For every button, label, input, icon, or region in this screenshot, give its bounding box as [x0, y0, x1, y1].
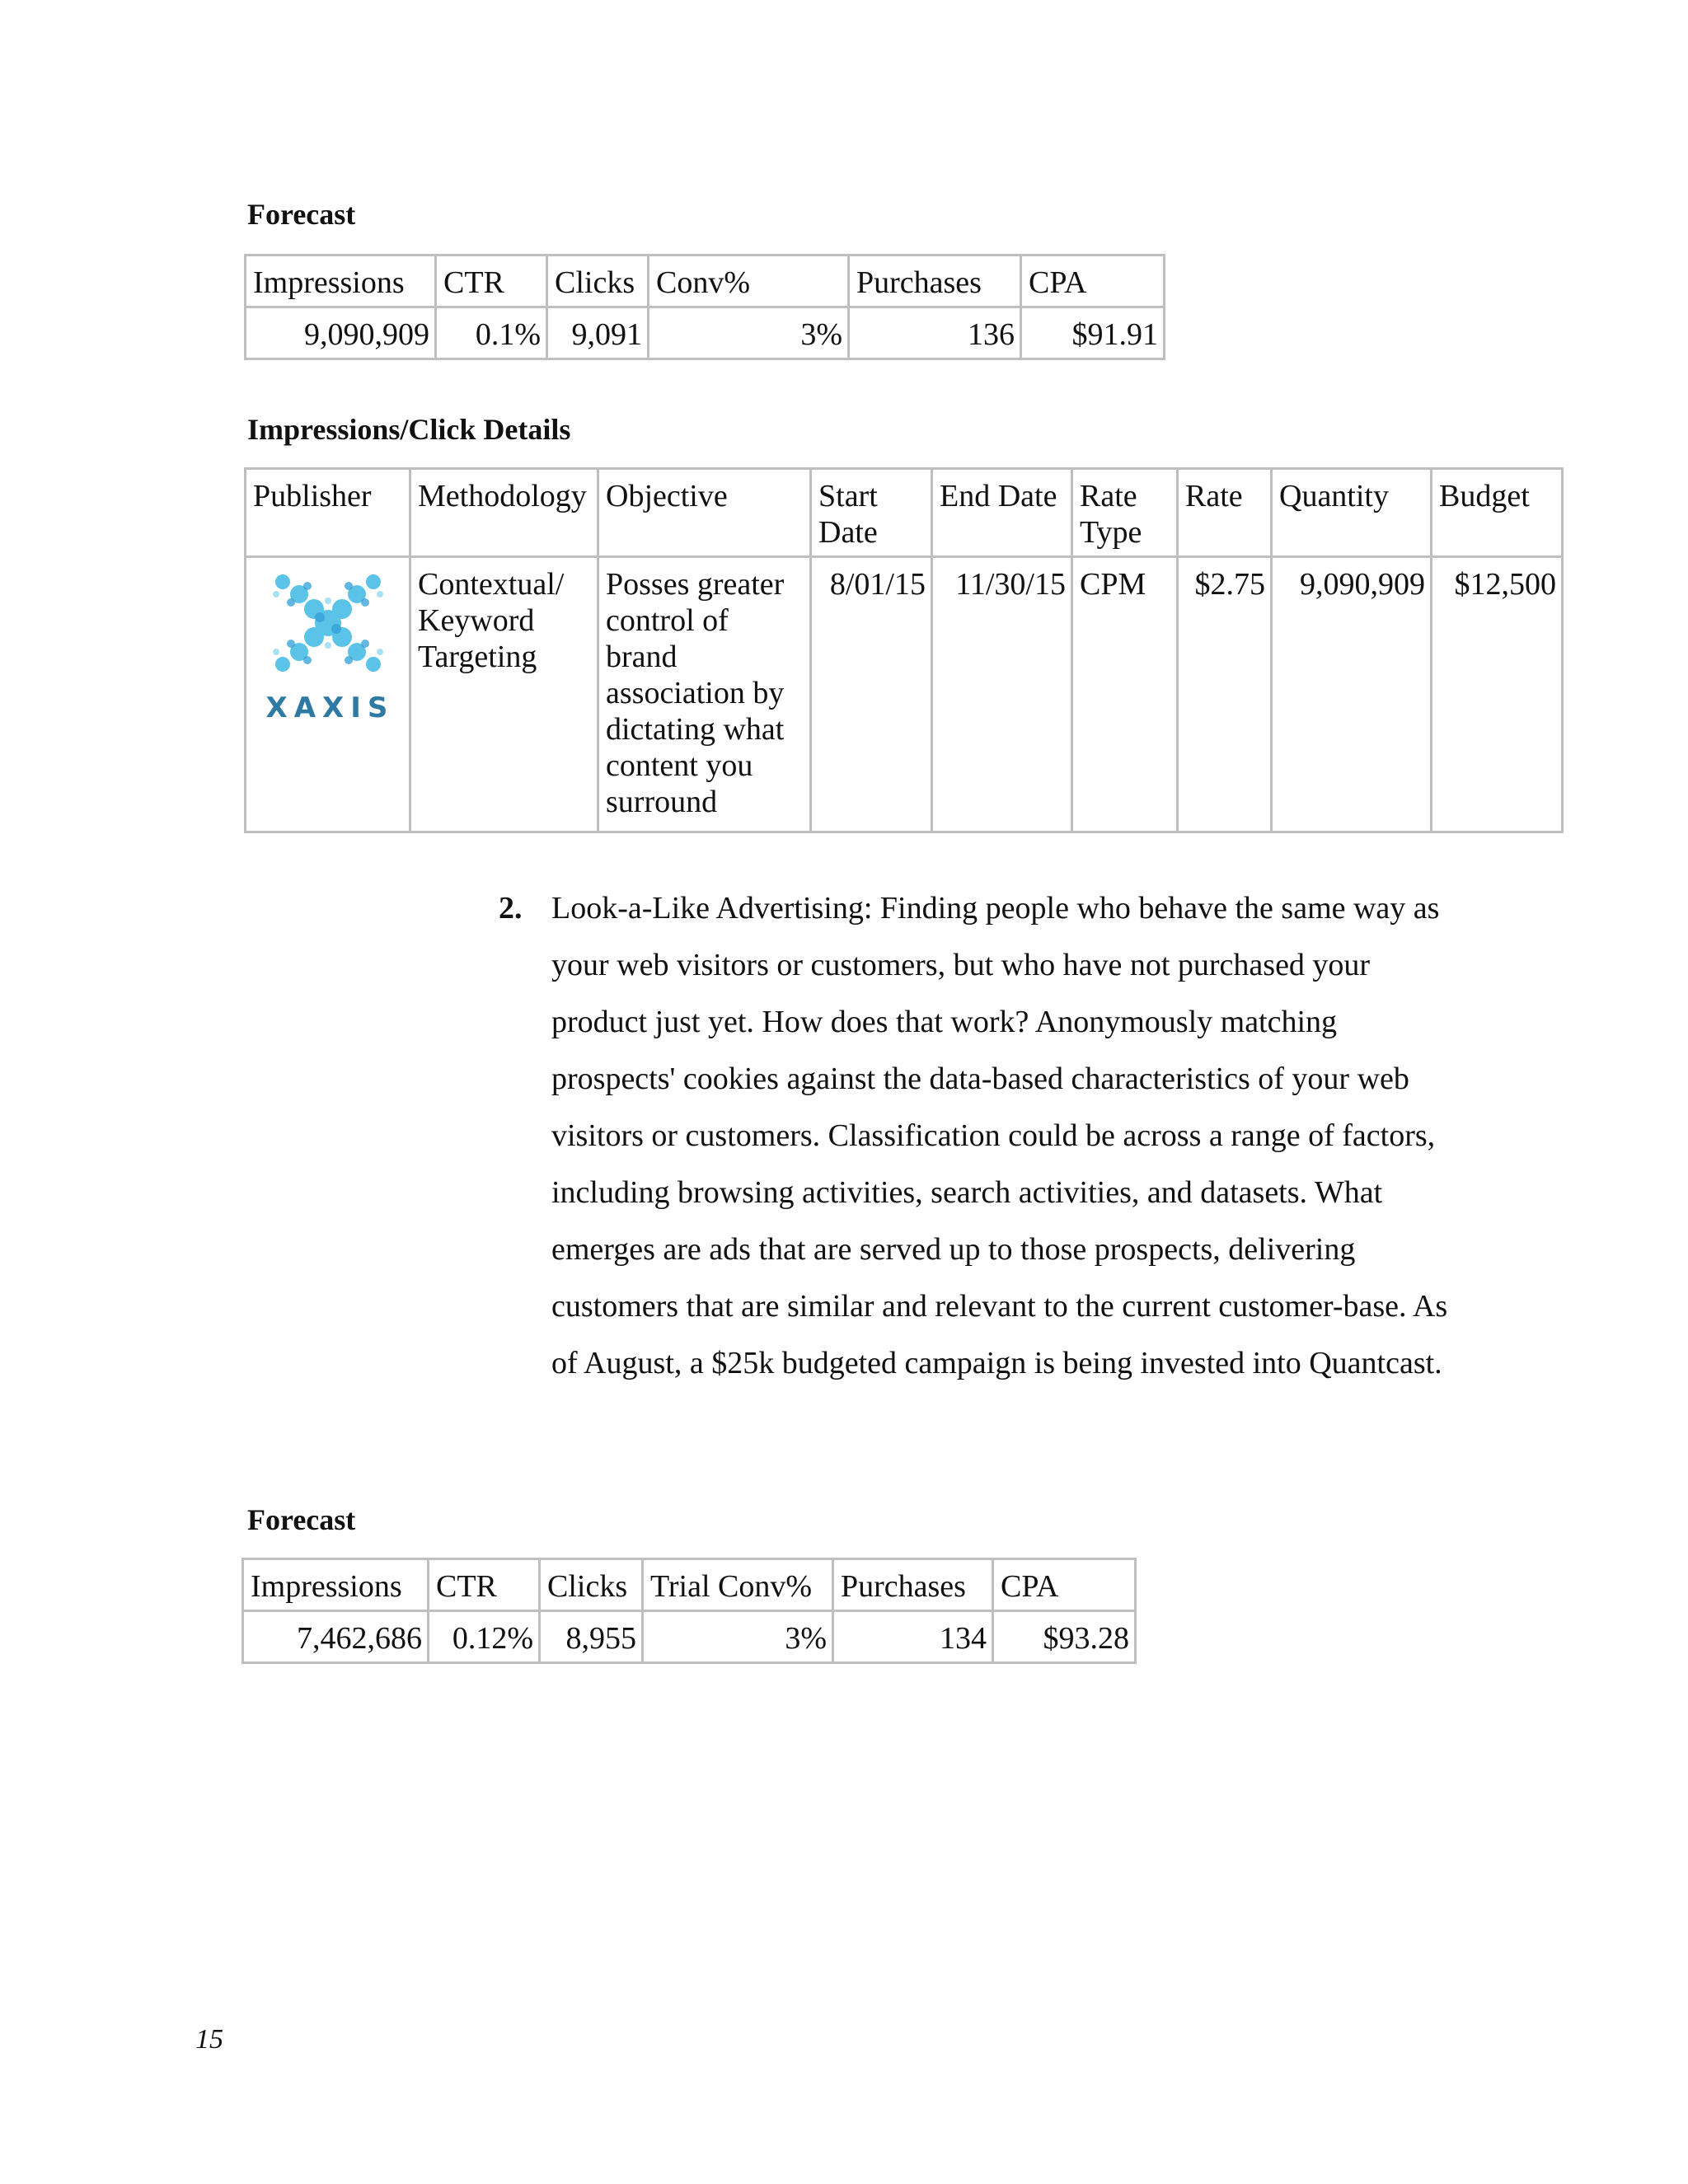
cell-start-date: 8/01/15 — [811, 557, 932, 832]
cell-ctr: 0.1% — [436, 307, 547, 359]
cell-cpa: $93.28 — [993, 1611, 1136, 1663]
details-table — [244, 467, 1564, 833]
cell-clicks: 9,091 — [547, 307, 649, 359]
forecast-table — [244, 254, 1165, 360]
header-objective: Objective — [598, 469, 811, 557]
cell-impressions: 9,090,909 — [246, 307, 436, 359]
xaxis-logo-icon — [265, 566, 395, 726]
cell-rate-type: CPM — [1072, 557, 1178, 832]
header-methodology: Methodology — [410, 469, 598, 557]
table-header-row — [246, 469, 1563, 557]
xaxis-mark-icon — [266, 569, 390, 677]
header-clicks: Clicks — [547, 255, 649, 307]
header-ctr: CTR — [429, 1559, 540, 1611]
header-impressions: Impressions — [246, 255, 436, 307]
cell-purchases: 134 — [833, 1611, 993, 1663]
header-conv: Conv% — [649, 255, 849, 307]
header-ctr: CTR — [436, 255, 547, 307]
forecast-heading-2: Forecast — [247, 1503, 356, 1536]
page-number: 15 — [195, 2024, 223, 2055]
header-quantity: Quantity — [1272, 469, 1432, 557]
table-row — [243, 1611, 1136, 1663]
cell-publisher — [246, 557, 410, 832]
table-row — [246, 557, 1563, 832]
cell-purchases: 136 — [849, 307, 1021, 359]
header-trial-conv: Trial Conv% — [643, 1559, 833, 1611]
header-impressions: Impressions — [243, 1559, 429, 1611]
header-clicks: Clicks — [540, 1559, 643, 1611]
cell-objective: Posses greater control of brand association by dictating what content you surround — [598, 557, 811, 832]
list-paragraph: Look-a-Like Advertising: Finding people who behave the same way as your web visitors or customers, but who have not purchased your product just yet. How does that work? Anonymously matching prospects' cookies against the data-based characteristics of your web visitors or customers. Classification could be across a range of factors, including browsing activities, search activities, and datasets. What emerges are ads that are served up to those prospects, delivering customers that are similar and relevant to the current customer-base. As of August, a $25k budgeted campaign is being invested into Quantcast. — [551, 891, 1448, 1380]
publisher-logo-text: XAXIS — [265, 691, 395, 724]
header-rate: Rate — [1178, 469, 1272, 557]
cell-impressions: 7,462,686 — [243, 1611, 429, 1663]
cell-quantity: 9,090,909 — [1272, 557, 1432, 832]
header-cpa: CPA — [993, 1559, 1136, 1611]
list-number: 2. — [499, 891, 523, 926]
header-cpa: CPA — [1021, 255, 1165, 307]
table-header-row — [243, 1559, 1136, 1611]
table-row — [246, 307, 1165, 359]
table-header-row — [246, 255, 1165, 307]
header-end-date: End Date — [932, 469, 1072, 557]
header-purchases: Purchases — [849, 255, 1021, 307]
cell-ctr: 0.12% — [429, 1611, 540, 1663]
header-purchases: Purchases — [833, 1559, 993, 1611]
cell-methodology: Contextual/ Keyword Targeting — [410, 557, 598, 832]
cell-rate: $2.75 — [1178, 557, 1272, 832]
cell-end-date: 11/30/15 — [932, 557, 1072, 832]
header-budget: Budget — [1432, 469, 1563, 557]
forecast-table-2 — [241, 1558, 1137, 1664]
cell-budget: $12,500 — [1432, 557, 1563, 832]
header-publisher: Publisher — [246, 469, 410, 557]
forecast-heading: Forecast — [247, 198, 356, 231]
details-heading: Impressions/Click Details — [247, 413, 571, 446]
cell-trial-conv: 3% — [643, 1611, 833, 1663]
cell-cpa: $91.91 — [1021, 307, 1165, 359]
cell-clicks: 8,955 — [540, 1611, 643, 1663]
header-start-date: Start Date — [811, 469, 932, 557]
cell-conv: 3% — [649, 307, 849, 359]
header-rate-type: Rate Type — [1072, 469, 1178, 557]
